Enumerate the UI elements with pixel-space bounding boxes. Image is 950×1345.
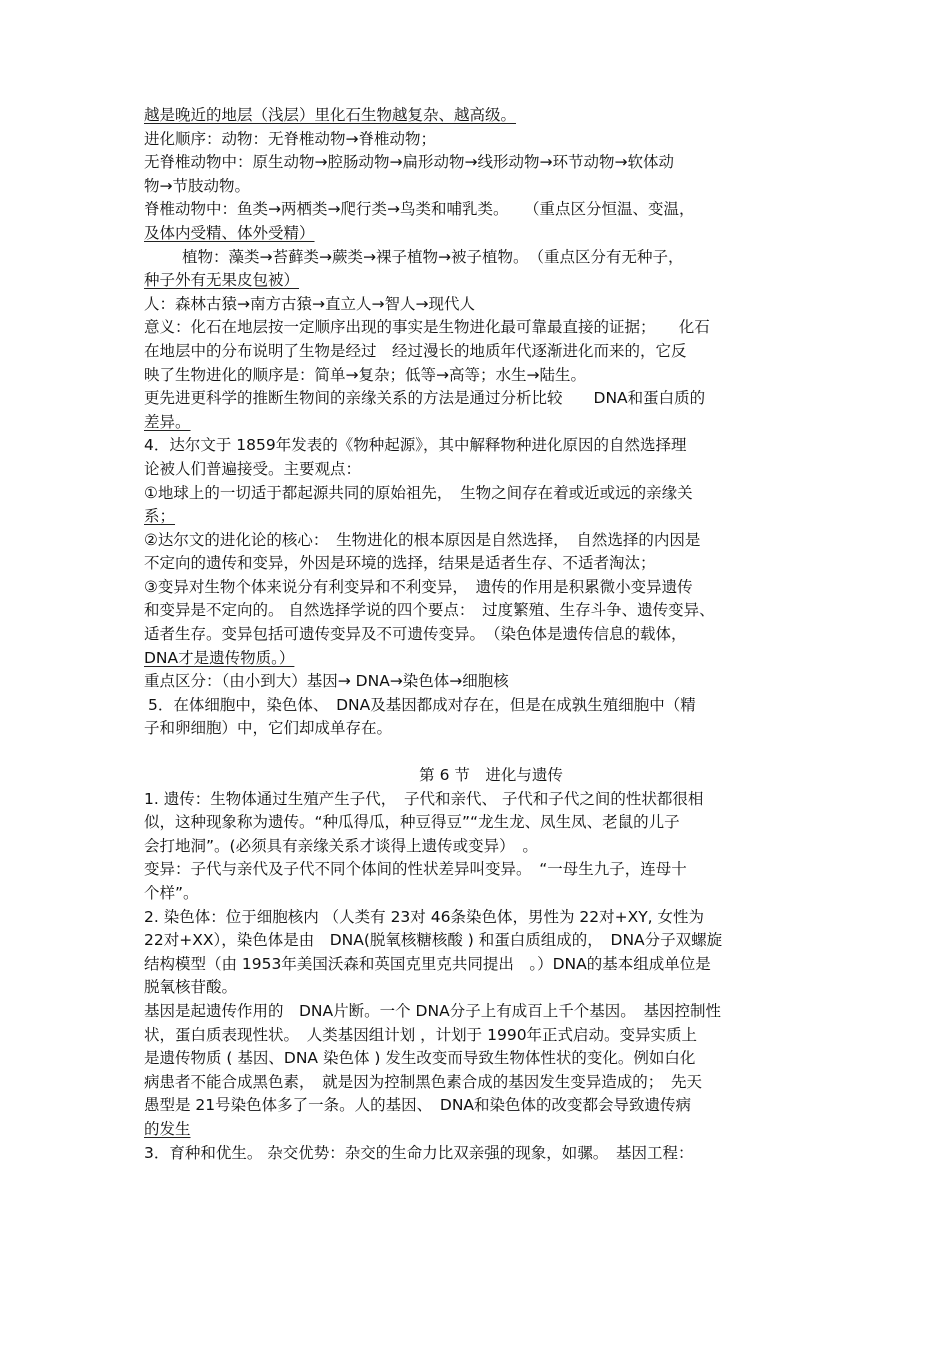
text-line: 重点区分：（由小到大）基因→ DNA→染色体→细胞核 <box>144 672 509 691</box>
text-line: 3．育种和优生。 杂交优势：杂交的生命力比双亲强的现象，如骡。 基因工程： <box>144 1143 694 1162</box>
text-line: 状，蛋白质表现性状。 人类基因组计划 ，计划于 1990年正式启动。变异实质上 <box>144 1025 698 1044</box>
text-line: 基因是起遗传作用的 DNA片断。一个 DNA分子上有成百上千个基因。 基因控制性 <box>144 1001 721 1020</box>
text-line: 子和卵细胞）中，它们却成单存在。 <box>144 719 393 738</box>
text-line: 个样”。 <box>144 884 199 902</box>
text-line: 无脊椎动物中：原生动物→腔肠动物→扁形动物→线形动物→环节动物→软体动 <box>144 153 674 172</box>
text-line: ③变异对生物个体来说分有利变异和不利变异， 遗传的作用是积累微小变异遗传 <box>144 577 693 596</box>
text-line: 论被人们普遍接受。主要观点： <box>144 459 362 478</box>
text-line: 似，这种现象称为遗传。“种瓜得瓜，种豆得豆”“龙生龙、凤生凤、老鼠的儿子 <box>144 813 680 832</box>
text-line: 2. 染色体：位于细胞核内 （人类有 23对 46条染色体，男性为 22对+XY, 女性为 <box>144 907 705 926</box>
text-line: 人：森林古猿→南方古猿→直立人→智人→现代人 <box>144 294 475 313</box>
text-line: 在地层中的分布说明了生物是经过 经过漫长的地质年代逐渐进化而来的，它反 <box>144 341 687 360</box>
text-line: 的发生 <box>144 1119 191 1138</box>
text-line: 及体内受精、体外受精） <box>144 223 315 242</box>
text-line: 会打地洞”。(必须具有亲缘关系才谈得上遗传或变异） 。 <box>144 836 538 855</box>
text-line: 变异：子代与亲代及子代不同个体间的性状差异叫变异。 “一母生九子，连母十 <box>144 860 687 879</box>
document-body <box>144 104 808 1165</box>
text-line: 脱氧核苷酸。 <box>144 978 238 997</box>
section-title: 第 6 节 进化与遗传 <box>419 766 563 785</box>
text-line: 4．达尔文于 1859年发表的《物种起源》，其中解释物种进化原因的自然选择理 <box>144 436 687 455</box>
text-line: 病患者不能合成黑色素， 就是因为控制黑色素合成的基因发生变异造成的； 先天 <box>144 1072 703 1091</box>
text-line: DNA才是遗传物质。） <box>144 648 295 667</box>
text-line: 越是晚近的地层（浅层）里化石生物越复杂、越高级。 <box>144 106 517 124</box>
text-line: 22对+XX），染色体是由 DNA(脱氧核糖核酸 ) 和蛋白质组成的， DNA分子双螺旋 <box>144 931 723 950</box>
text-line: 物→节肢动物。 <box>144 176 250 195</box>
text-line: ①地球上的一切适于都起源共同的原始祖先， 生物之间存在着或近或远的亲缘关 <box>144 483 693 502</box>
text-line: 1. 遗传：生物体通过生殖产生子代， 子代和亲代、 子代和子代之间的性状都很相 <box>144 789 704 808</box>
text-line: 适者生存。变异包括可遗传变异及不可遗传变异。 （染色体是遗传信息的载体， <box>144 625 687 644</box>
text-line: 是遗传物质 ( 基因、DNA 染色体 ) 发生改变而导致生物体性状的变化。例如白化 <box>144 1049 696 1068</box>
text-line: ②达尔文的进化论的核心： 生物进化的根本原因是自然选择， 自然选择的内因是 <box>144 530 701 549</box>
text-line: 进化顺序：动物：无脊椎动物→脊椎动物； <box>144 129 436 148</box>
text-line: 和变异是不定向的。 自然选择学说的四个要点： 过度繁殖、生存斗争、遗传变异、 <box>144 601 715 620</box>
text-line: 愚型是 21号染色体多了一条。人的基因、 DNA和染色体的改变都会导致遗传病 <box>144 1096 692 1115</box>
text-line: 种子外有无果皮包被） <box>144 271 300 290</box>
text-line: 脊椎动物中：鱼类→两栖类→爬行类→鸟类和哺乳类。 （重点区分恒温、变温， <box>144 200 695 219</box>
text-line: 更先进更科学的推断生物间的亲缘关系的方法是通过分析比较 DNA和蛋白质的 <box>144 389 706 408</box>
text-line: 映了生物进化的顺序是：简单→复杂；低等→高等；水生→陆生。 <box>144 365 586 384</box>
text-line: 差异。 <box>144 412 191 431</box>
text-line: 结构模型（由 1953年美国沃森和英国克里克共同提出 。）DNA的基本组成单位是 <box>144 954 711 973</box>
text-line: 系； <box>144 507 176 526</box>
text-line: 意义：化石在地层按一定顺序出现的事实是生物进化最可靠最直接的证据； 化石 <box>144 318 710 337</box>
text-line: 植物：藻类→苔藓类→蕨类→裸子植物→被子植物。 （重点区分有无种子， <box>182 247 684 266</box>
text-line: 5．在体细胞中，染色体、 DNA及基因都成对存在，但是在成孰生殖细胞中（精 <box>148 695 696 714</box>
text-line: 不定向的遗传和变异，外因是环境的选择，结果是适者生存、不适者淘汰； <box>144 554 656 573</box>
